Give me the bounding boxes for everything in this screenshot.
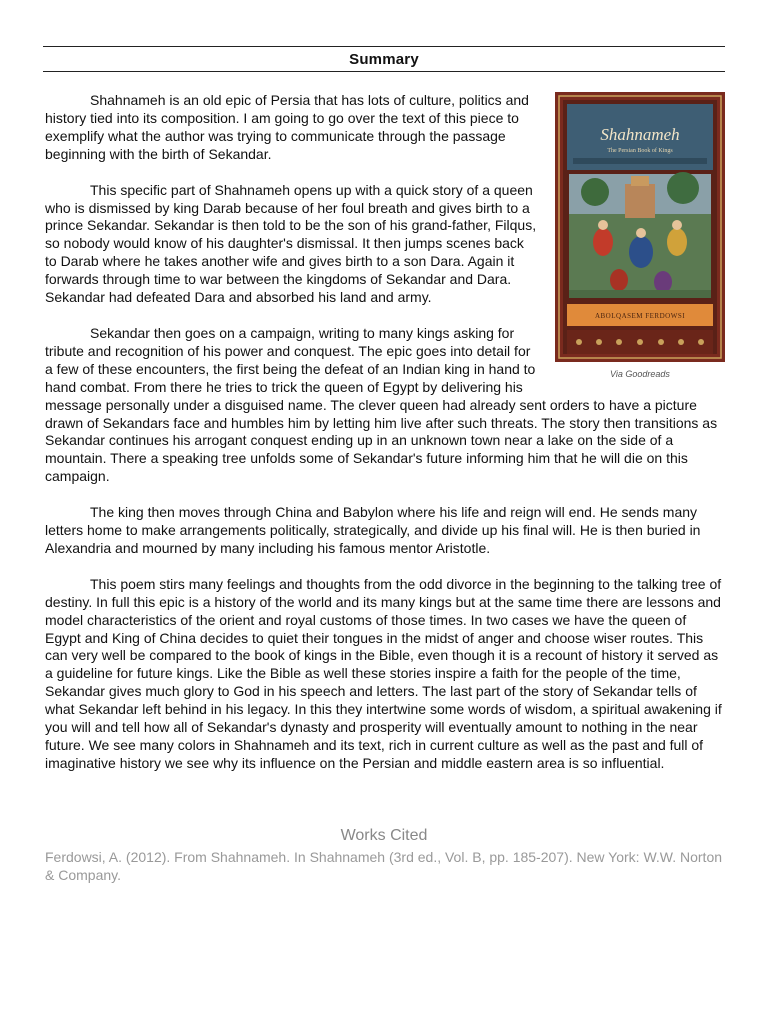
paragraph-2: This specific part of Shahnameh opens up with a quick story of a queen who is dismissed by king Darab because of her foul breath and gives birth to a prince Sekandar. Sekandar is then told to be the son of his grand-father, Filqus, so nobody would know of his daughter's dismissal. It then jumps scenes back to Darab where he takes another wife and gives birth to a son Dara. Again it forwards through time to war between the kingdoms of Sekandar and Dara. Sekandar had defeated Dara and absorbed his land and army. — [45, 181, 537, 306]
cover-title: Shahnameh — [600, 125, 680, 144]
paragraph-4: The king then moves through China and Babylon where his life and reign will end. He sends many letters home to make arrangements politically, strategically, and divide up his final will. He is then buried in Alexandria and mourned by many including his famous mentor Aristotle. — [45, 504, 701, 556]
paragraph-3: Sekandar then goes on a campaign, writing to many kings asking for tribute and recognition of his power and conquest. The epic goes into detail for a few of these encounters, the first being the defeat of an Indian king in hand to hand combat. From there he tries to trick the queen of Egypt by delivering his message personally under a disguised name. The clever queen had already sent orders to have a picture drawn of Sekandars face and humbles him by letting him live after such threats. The story then transitions as Sekandar continues his arrogant conquest ending up in an unknown town near a lake on the side of a mountain. There a speaking tree unfolds some of Sekandar's future informing him that he will die on this campaign. — [45, 324, 718, 485]
book-cover-image — [555, 92, 725, 362]
page-title: Summary — [349, 50, 419, 68]
paragraph-1: Shahnameh is an old epic of Persia that has lots of culture, politics and history tied into its composition. I am going to go over the text of this piece to exemplify what the author was trying to communicate through the passage beginning with the birth of Sekandar. — [45, 92, 529, 162]
works-cited-heading: Works Cited — [340, 827, 428, 844]
works-cited-entry: Ferdowsi, A. (2012). From Shahnameh. In Shahnameh (3rd ed., Vol. B, pp. 185-207). New York: W.W. Norton & Company. — [45, 849, 723, 883]
summary-body — [45, 92, 725, 791]
cover-subtitle: The Persian Book of Kings — [607, 148, 673, 154]
paragraph-5: This poem stirs many feelings and thoughts from the odd divorce in the beginning to the talking tree of destiny. In full this epic is a history of the world and its many kings but at the same time there are lessons and model characteristics of the orient and royal customs of those times. In two cases we have the queen of Egypt and King of China decides to quiet their tongues in the midst of anger and choose wiser routes. This can very well be compared to the book of kings in the Bible, even though it is a recount of history it served as a guideline for future kings. Like the Bible as well these stories inspire a faith for the people of the time, Sekandar gives much glory to God in his speech and letters. The last part of the story of Sekandar tells of what Sekandar left behind in his legacy. In this they intertwine some words of wisdom, a spiritual awakening if you will and tell how all of Sekandar's dynasty and prosperity will eventually amount to nothing in the near future. We see many colors in Shahnameh and its text, rich in current culture as well as the past and full of imaginative history we see why its influence on the Persian and middle eastern area is so influential. — [45, 575, 722, 771]
figure-caption: Via Goodreads — [610, 369, 670, 379]
book-cover-figure — [549, 92, 725, 380]
summary-header — [43, 46, 725, 72]
cover-author: ABOLQASEM FERDOWSI — [594, 312, 686, 320]
